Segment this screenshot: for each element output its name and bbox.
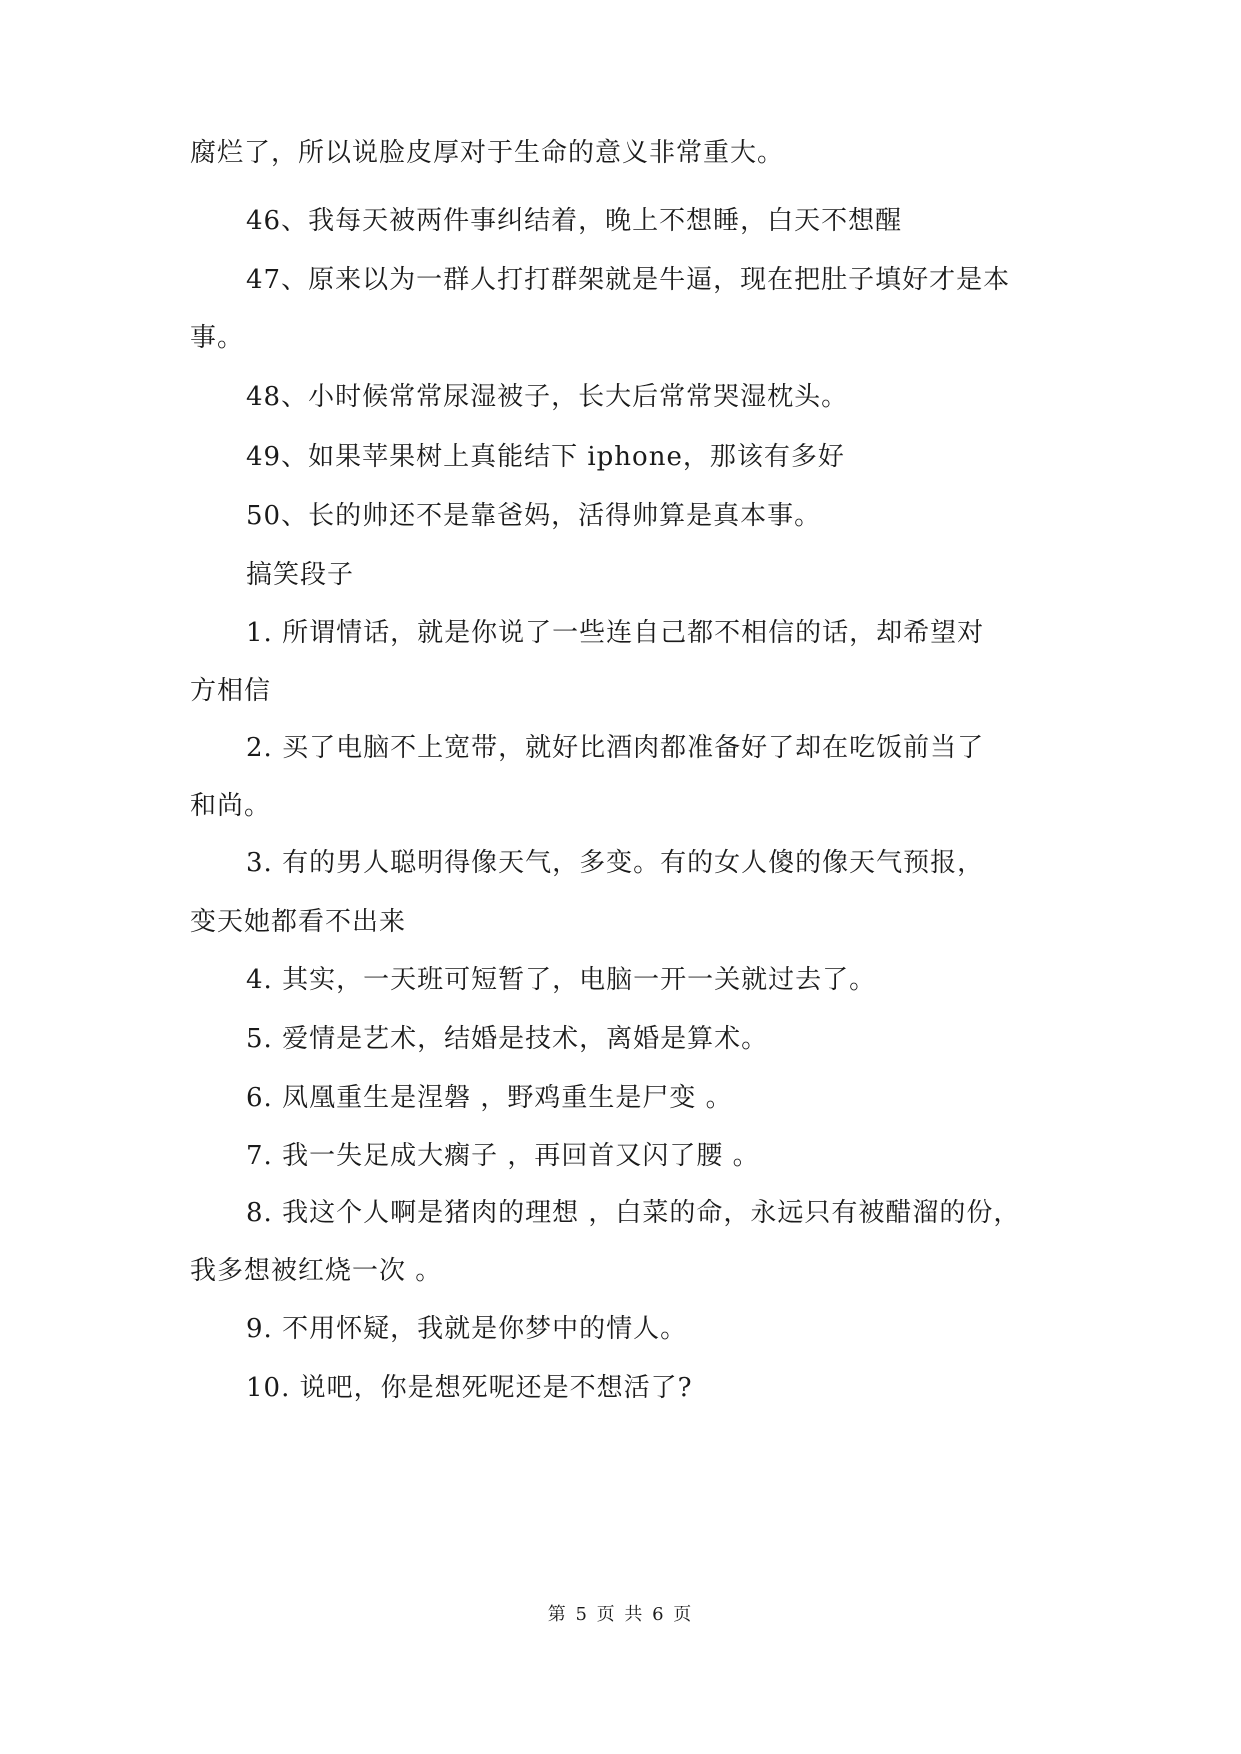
text-line: 48、小时候常常尿湿被子，长大后常常哭湿枕头。 [246,382,849,412]
text-line: 2. 买了电脑不上宽带，就好比酒肉都准备好了却在吃饭前当了 [246,733,985,763]
page-footer: 第 5 页 共 6 页 [547,1604,694,1625]
text-line: 50、长的帅还不是靠爸妈，活得帅算是真本事。 [246,501,822,531]
text-line: 变天她都看不出来 [190,907,407,937]
text-line: 腐烂了，所以说脸皮厚对于生命的意义非常重大。 [190,138,785,168]
text-line: 49、如果苹果树上真能结下 iphone，那该有多好 [246,442,845,472]
text-line: 3. 有的男人聪明得像天气，多变。有的女人傻的像天气预报， [246,848,985,878]
text-line: 我多想被红烧一次 。 [190,1256,443,1286]
text-line: 1. 所谓情话，就是你说了一些连自己都不相信的话，却希望对 [246,618,985,648]
text-line: 6. 凤凰重生是涅磐 ，野鸡重生是尸变 。 [246,1083,733,1113]
text-line: 7. 我一失足成大瘸子 ，再回首又闪了腰 。 [246,1141,760,1171]
text-line: 5. 爱情是艺术，结婚是技术，离婚是算术。 [246,1024,769,1054]
text-line: 47、原来以为一群人打打群架就是牛逼，现在把肚子填好才是本 [246,265,1011,295]
text-line: 事。 [190,323,245,353]
text-line: 4. 其实，一天班可短暂了，电脑一开一关就过去了。 [246,965,877,995]
text-line: 10. 说吧，你是想死呢还是不想活了? [246,1373,693,1403]
text-line: 9. 不用怀疑，我就是你梦中的情人。 [246,1314,688,1344]
section-heading: 搞笑段子 [246,560,355,590]
text-line: 方相信 [190,676,272,706]
text-line: 和尚。 [190,791,272,821]
text-line: 8. 我这个人啊是猪肉的理想 ，白菜的命，永远只有被醋溜的份， [246,1198,1021,1228]
text-line: 46、我每天被两件事纠结着，晚上不想睡，白天不想醒 [246,206,903,236]
